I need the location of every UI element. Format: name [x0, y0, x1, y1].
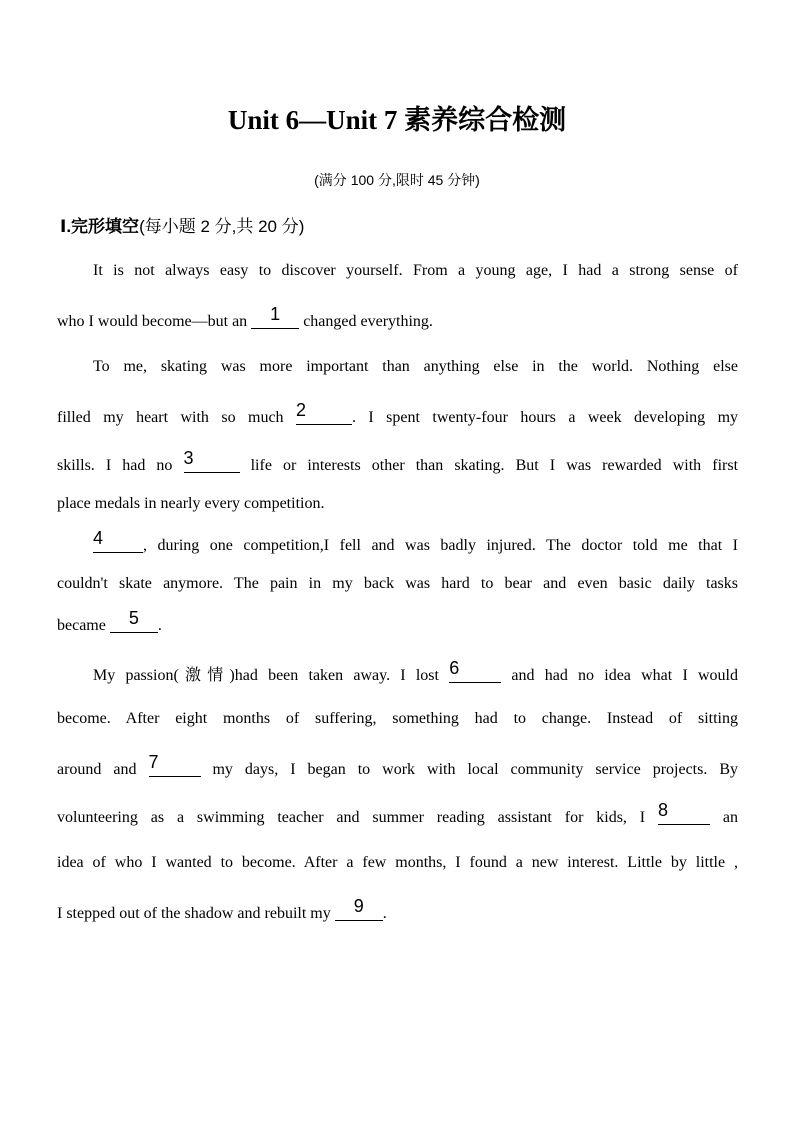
page-title: Unit 6—Unit 7 素养综合检测	[227, 105, 567, 135]
section-heading	[60, 212, 304, 237]
passage-line: My passion(激情)had been taken away. I lost 6 and had no idea what I would	[93, 658, 738, 684]
blank-1	[251, 304, 299, 329]
passage-line: idea of who I wanted to become. After a few months, I found a new interest. Little by little ,	[57, 854, 738, 871]
passage-line: become. After eight months of suffering, something had to change. Instead of sitting	[57, 710, 738, 727]
blank-number: 8	[658, 800, 669, 820]
blank-number: 7	[148, 752, 159, 772]
passage-line: became 5 .	[57, 608, 162, 634]
blank-8	[658, 800, 710, 825]
blank-9	[335, 896, 383, 921]
passage-line: skills. I had no 3 life or interests other than skating. But I was rewarded with first	[57, 448, 739, 474]
blank-number: 4	[93, 528, 104, 548]
blank-6	[449, 658, 501, 683]
blank-3	[183, 448, 240, 473]
blank-number: 6	[449, 658, 460, 678]
passage-line: 4 , during one competition,I fell and was badly injured. The doctor told me that I	[93, 528, 738, 554]
score-time-note: (满分 100 分,限时 45 分钟)	[314, 172, 480, 188]
blank-5	[110, 608, 158, 633]
passage-line: who I would become—but an 1 changed everything.	[57, 304, 433, 330]
passage-line: place medals in nearly every competition.	[57, 495, 325, 512]
blank-2	[296, 400, 352, 425]
blank-number: 5	[128, 608, 139, 628]
passage-line: volunteering as a swimming teacher and summer reading assistant for kids, I 8 an	[57, 800, 738, 826]
passage-line: I stepped out of the shadow and rebuilt my 9 .	[57, 896, 387, 922]
passage-line: around and 7 my days, I began to work with local community service projects. By	[57, 752, 738, 778]
passage-line: It is not always easy to discover yourself. From a young age, I had a strong sense of	[93, 262, 738, 279]
section-label: Ⅰ.完形填空	[60, 217, 140, 236]
passage-line: To me, skating was more important than anything else in the world. Nothing else	[93, 358, 738, 375]
section-points-note: (每小题 2 分,共 20 分)	[139, 217, 305, 236]
passage-line: couldn't skate anymore. The pain in my back was hard to bear and even basic daily tasks	[57, 575, 738, 592]
blank-number: 9	[353, 896, 364, 916]
blank-number: 1	[270, 304, 281, 324]
passage-line: filled my heart with so much 2 . I spent twenty-four hours a week developing my	[57, 400, 739, 426]
blank-number: 3	[183, 448, 194, 468]
blank-4	[93, 528, 143, 553]
blank-number: 2	[296, 400, 307, 420]
blank-7	[148, 752, 201, 777]
